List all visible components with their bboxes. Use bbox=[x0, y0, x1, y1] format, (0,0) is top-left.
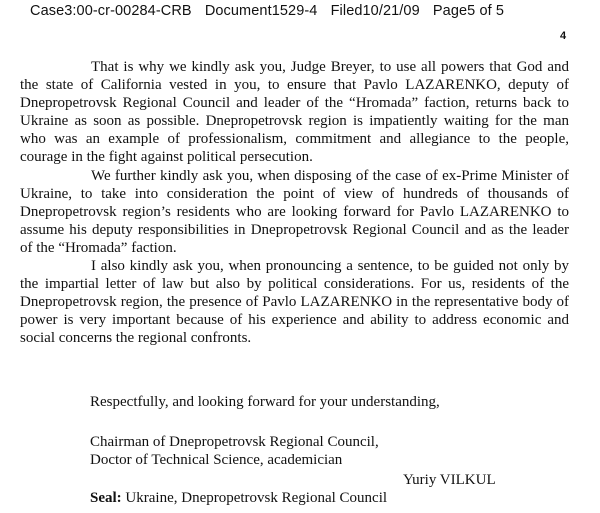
closing-line: Respectfully, and looking forward for your understanding, bbox=[90, 394, 440, 410]
paragraph-1: That is why we kindly ask you, Judge Breyer, to use all powers that God and the state of California vested in you, to ensure that Pavlo LAZARENKO, deputy of Dnepropetrovsk Regional Council and leader of the “Hromada” faction, returns back to Ukraine as soon as possible. Dnepropetrovsk region is impatiently waiting for the man who was an example of professionalism, commitment and allegiance to the people, courage in the fight against political persecution. bbox=[20, 59, 569, 166]
case-header bbox=[30, 3, 513, 19]
seal-label: Seal: bbox=[90, 490, 122, 506]
case-number: Case3:00-cr-00284-CRB bbox=[30, 3, 192, 19]
paragraph-2: We further kindly ask you, when disposing of the case of ex-Prime Minister of Ukraine, to take into consideration the point of view of hundreds of thousands of Dnepropetrovsk region’s residents who are looking forward for Pavlo LAZARENKO to assume his deputy responsibilities in Dnepropetrovsk Regional Council and as the leader of the “Hromada” faction. bbox=[20, 167, 569, 256]
signatory-title-line-2: Doctor of Technical Science, academician bbox=[90, 452, 343, 468]
seal-text: Ukraine, Dnepropetrovsk Regional Council bbox=[121, 490, 388, 506]
filed-date: Filed10/21/09 bbox=[330, 3, 420, 19]
page-indicator: Page5 of 5 bbox=[432, 3, 505, 19]
seal-line bbox=[90, 490, 387, 507]
page-number: 4 bbox=[560, 30, 567, 42]
signatory-title bbox=[90, 433, 379, 469]
paragraph-3: I also kindly ask you, when pronouncing a sentence, to be guided not only by the impartial letter of law but also by political considerations. For us, residents of the Dnepropetrovsk region, the presence of Pavlo LAZARENKO in the representative body of power is very important because of his experience and ability to address economic and social concerns the regional confronts. bbox=[20, 258, 569, 347]
letter-body bbox=[20, 58, 569, 348]
document-number: Document1529-4 bbox=[204, 3, 318, 19]
signatory-name: Yuriy VILKUL bbox=[403, 472, 496, 488]
signatory-title-line-1: Chairman of Dnepropetrovsk Regional Council, bbox=[90, 434, 379, 450]
